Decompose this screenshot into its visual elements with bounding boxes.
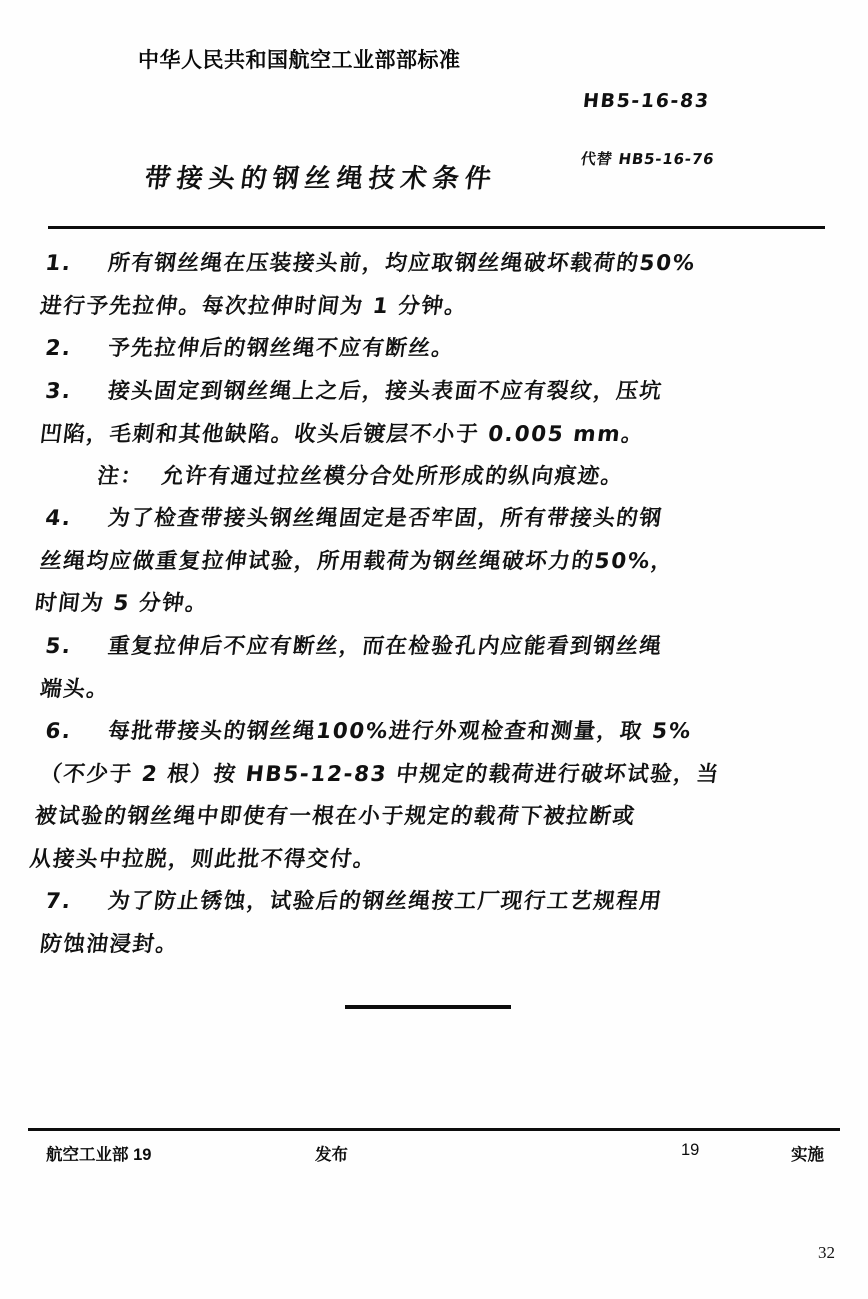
standard-number: HB5-16-83 bbox=[581, 90, 711, 112]
clause-note: 注： 允许有通过拉丝模分合处所形成的纵向痕迹。 bbox=[95, 463, 626, 489]
page-number: 32 bbox=[818, 1243, 835, 1262]
footer-effective-year: 19 bbox=[681, 1141, 700, 1159]
end-of-text-divider bbox=[345, 1005, 511, 1009]
footer-publish-label: 发布 bbox=[315, 1146, 348, 1164]
clause-item: 7. 为了防止锈蚀，试验后的钢丝绳按工厂现行工艺规程用 防蚀油浸封。 bbox=[38, 888, 665, 956]
footer-divider bbox=[28, 1128, 840, 1131]
footer-effective-label: 实施 bbox=[791, 1146, 824, 1164]
replaces-standard-note: 代替 HB5-16-76 bbox=[579, 150, 716, 168]
page-title: 带接头的钢丝绳技术条件 bbox=[142, 164, 499, 194]
clause-list bbox=[28, 243, 838, 966]
footer-issuer: 航空工业部 19 bbox=[46, 1146, 152, 1164]
clause-item: 3. 接头固定到钢丝绳上之后，接头表面不应有裂纹，压坑 凹陷，毛刺和其他缺陷。收头后镀层不小于 0.005 mm。 bbox=[38, 378, 665, 446]
clause-item: 2. 予先拉伸后的钢丝绳不应有断丝。 bbox=[43, 336, 457, 361]
clause-item: 6. 每批带接头的钢丝绳100%进行外观检查和测量，取 5% （不少于 2 根）按 HB5-12-83 中规定的载荷进行破坏试验，当 被试验的钢丝绳中即使有一根在小于规定的载荷下被拉断或 从接头中拉脱，则此批不得交付。 bbox=[28, 718, 722, 871]
footer bbox=[28, 1141, 840, 1171]
header-divider bbox=[48, 226, 825, 229]
organization-title: 中华人民共和国航空工业部部标准 bbox=[138, 49, 461, 72]
clause-item: 5. 重复拉伸后不应有断丝，而在检验孔内应能看到钢丝绳 端头。 bbox=[38, 633, 665, 701]
clause-item: 4. 为了检查带接头钢丝绳固定是否牢固，所有带接头的钢 丝绳均应做重复拉伸试验，所用载荷为钢丝绳破坏力的50%， 时间为 5 分钟。 bbox=[33, 506, 676, 616]
clause-item: 1. 所有钢丝绳在压装接头前，均应取钢丝绳破坏载荷的50% 进行予先拉伸。每次拉伸时间为 1 分钟。 bbox=[38, 251, 698, 319]
